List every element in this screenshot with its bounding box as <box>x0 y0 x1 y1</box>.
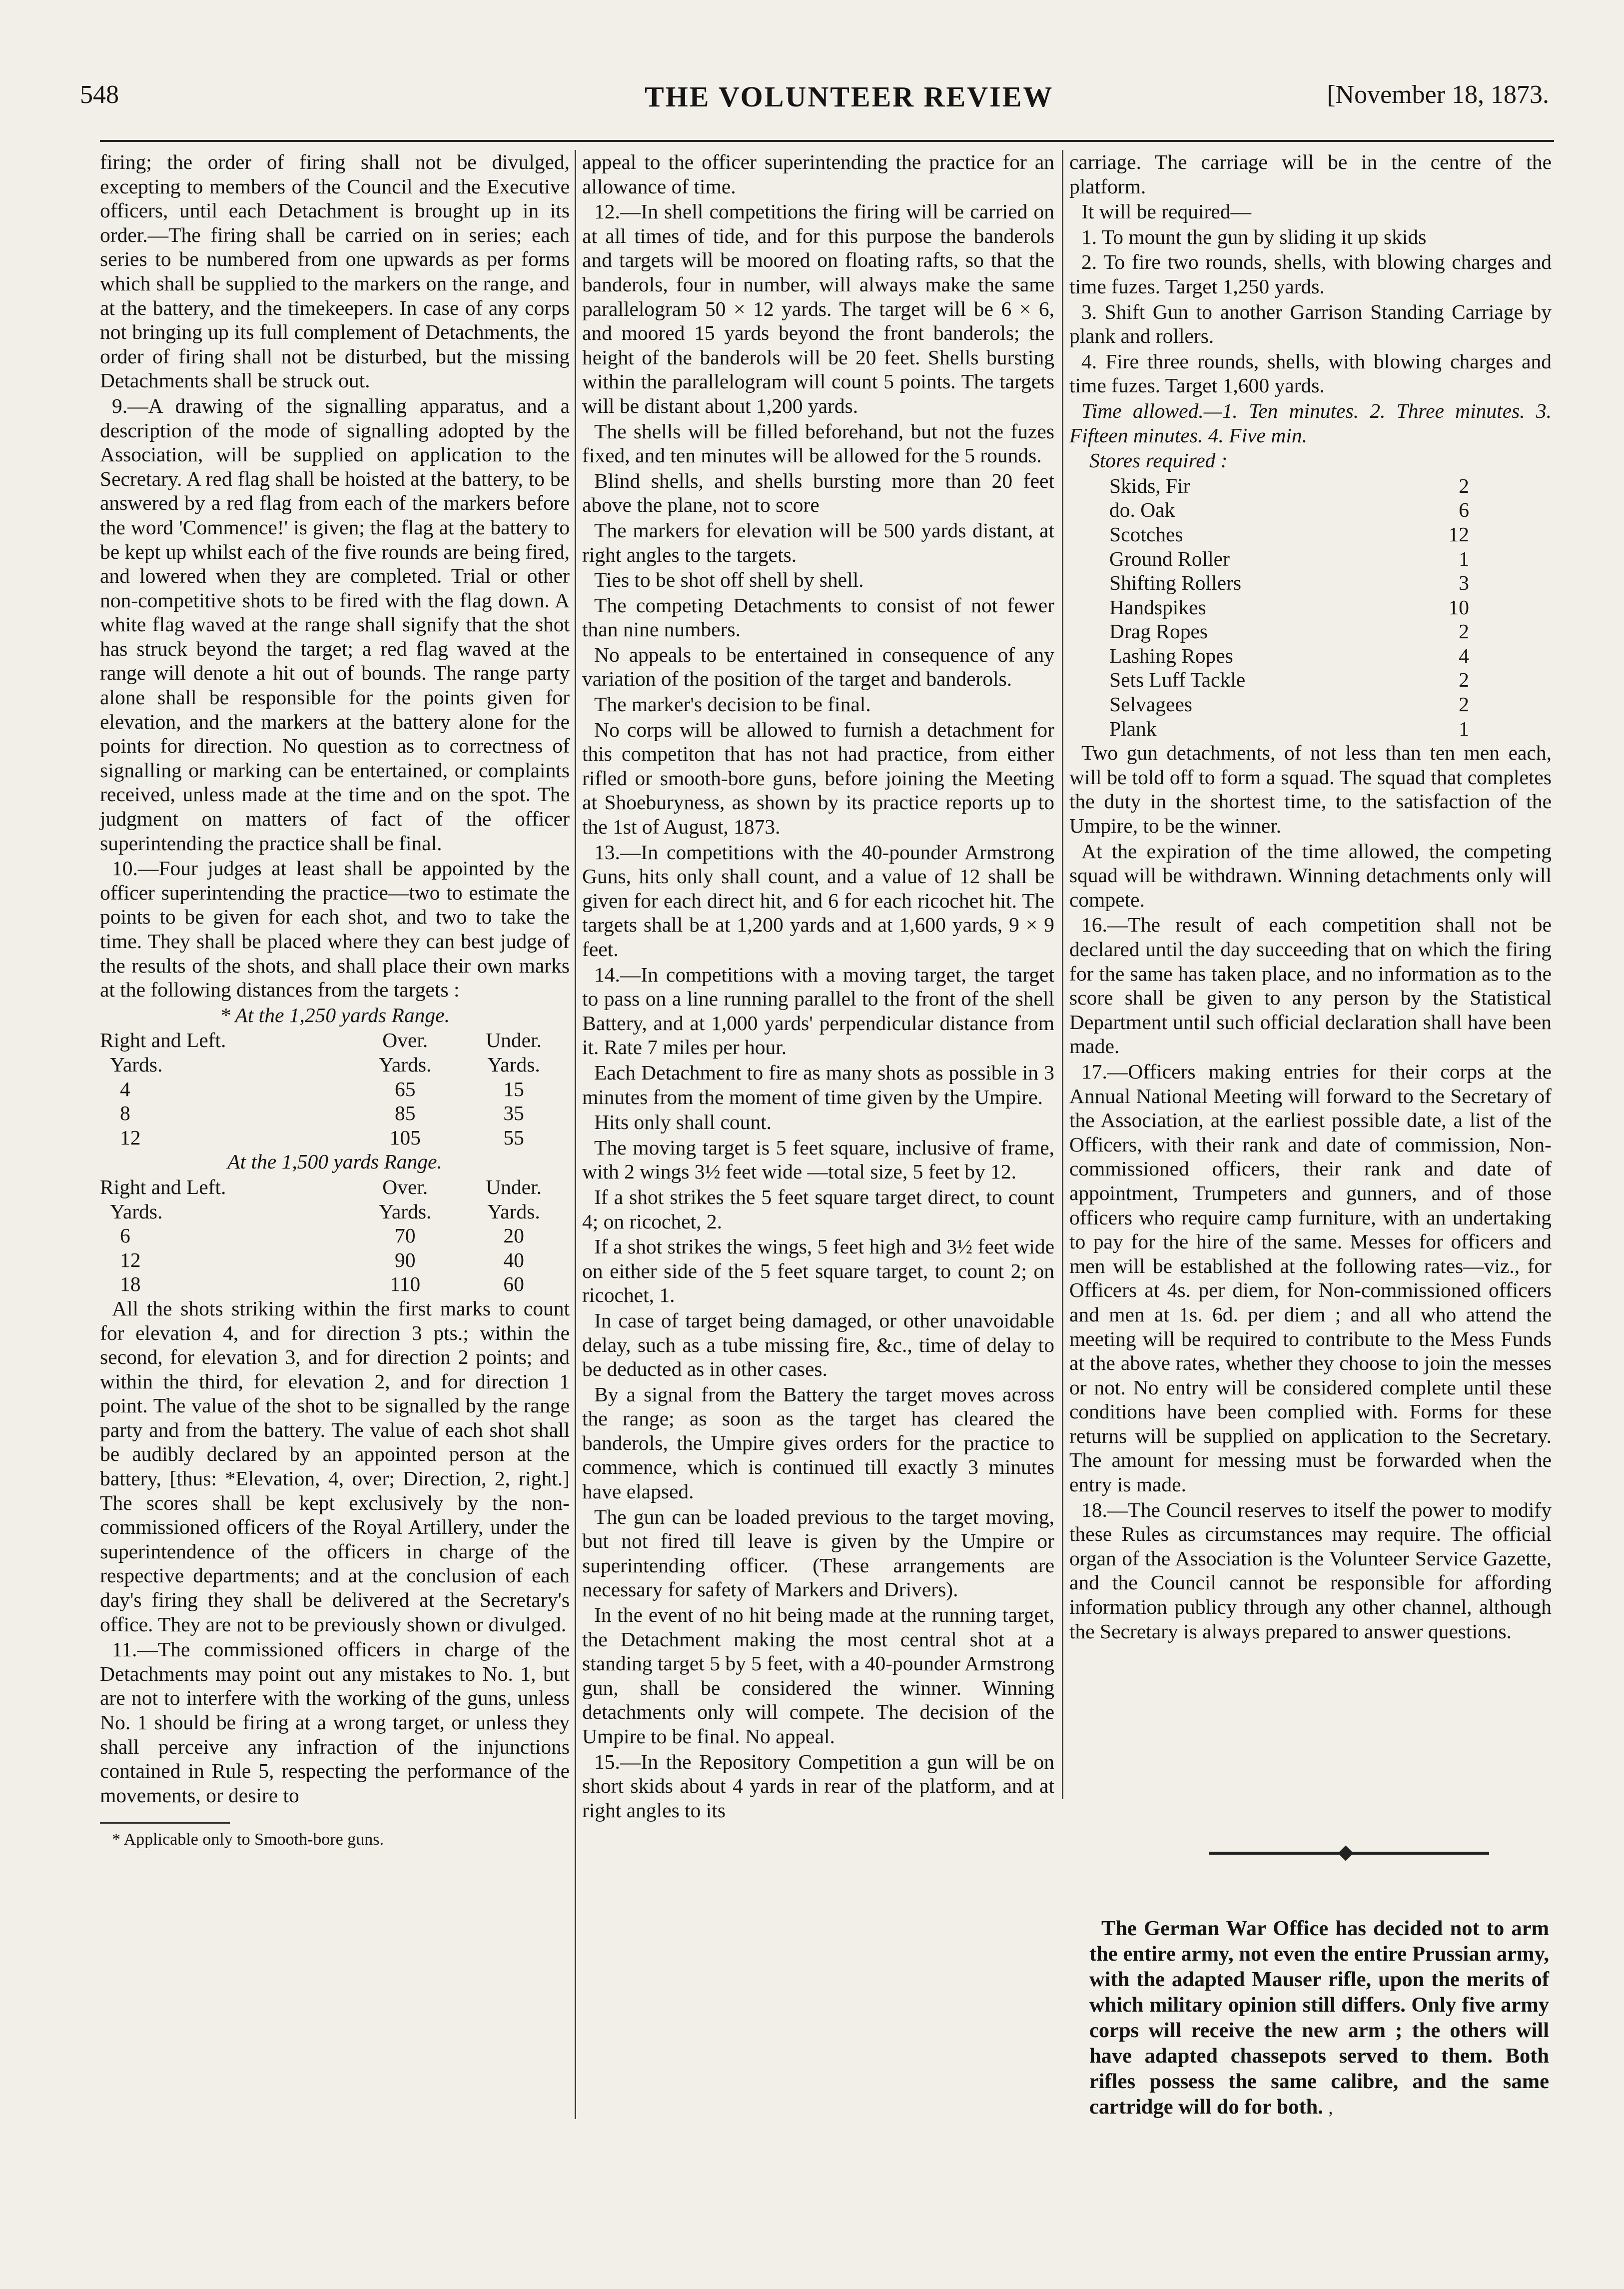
target-damaged-paragraph: In case of target being damaged, or other unavoidable delay, such as a tube missing fire, &c., time of delay to be deducted as in other cases. <box>582 1308 1054 1381</box>
rule-16: 16.—The result of each competition shall not be declared until the day succeeding that on which the firing for the same has taken place, and no information as to the score shall be given to any person by the Statistical Department until such official declaration shall have been made. <box>1069 913 1552 1058</box>
table-cell: 12 <box>120 1248 141 1271</box>
store-name: Drag Ropes <box>1109 620 1208 643</box>
table-row <box>100 1126 570 1150</box>
table-cell: 60 <box>503 1272 524 1296</box>
header-over: Over. <box>382 1175 428 1198</box>
footnote: * Applicable only to Smooth-bore guns. <box>112 1830 384 1849</box>
shots-scoring-paragraph: All the shots striking within the first marks to count for elevation 4, and for direction 3 pts.; within the second, for elevation 3, and for direction 2 points; and within the third, for elevation 2, and for direction 1 point. The value of the shot to be signalled by the range party and from the battery. The value of each shot shall be audibly declared by an appointed person at the battery, [thus: *Elevation, 4, over; Direction, 2, right.] The scores shall be kept exclusively by the non-commissioned officers of the Royal Artillery, under the superintendence of the officers in charge of the respective departments; and at the conclusion of each day's firing they shall be delivered at the Secretary's office. They are not to be previously shown or divulged. <box>100 1296 570 1636</box>
store-qty: 2 <box>1459 620 1469 643</box>
store-name: Shifting Rollers <box>1109 571 1241 595</box>
rule-12: 12.—In shell competitions the firing will be carried on at all times of tide, and for this purpose the banderols and targets will be moored on floating rafts, so that the banderols, four in number, will always make the same parallelogram 50 × 12 yards. The target will be 6 × 6, and moored 15 yards beyond the front banderols; the height of the banderols will be 20 feet. Shells bursting within the parallelogram will count 5 points. The targets will be distant about 1,200 yards. <box>582 200 1054 417</box>
table-row <box>100 1248 570 1272</box>
each-detachment-paragraph: Each Detachment to fire as many shots as possible in 3 minutes from the moment of time given by the Umpire. <box>582 1061 1054 1109</box>
table-cell: 8 <box>120 1102 130 1125</box>
wings-paragraph: If a shot strikes the wings, 5 feet high and 3½ feet wide on either side of the 5 feet square target, to count 2; on ricochet, 1. <box>582 1235 1054 1307</box>
store-row <box>1109 522 1469 547</box>
battery-signal-paragraph: By a signal from the Battery the target moves across the range; as soon as the target has cleared the banderols, the Umpire gives orders for the practice to commence, which is continued till exactly 3 minutes have elapsed. <box>582 1382 1054 1503</box>
store-row <box>1109 498 1469 522</box>
store-qty: 2 <box>1459 693 1469 716</box>
store-name: Sets Luff Tackle <box>1109 668 1246 692</box>
table-cell: 90 <box>394 1248 416 1271</box>
range-1250-table <box>100 1028 570 1149</box>
appeal-continued: appeal to the officer superintending the practice for an allowance of time. <box>582 150 1054 198</box>
unit-yards: Yards. <box>110 1053 163 1076</box>
store-name: do. Oak <box>1109 498 1175 522</box>
store-qty: 2 <box>1459 474 1469 497</box>
range-1250-title: * At the 1,250 yards Range. <box>220 1003 450 1027</box>
requirement-item: 1. To mount the gun by sliding it up skids <box>1081 225 1427 248</box>
store-row <box>1109 619 1469 644</box>
header-right-left: Right and Left. <box>100 1029 226 1052</box>
table-cell: 4 <box>120 1077 130 1101</box>
no-appeals-paragraph: No appeals to be entertained in consequence of any variation of the position of the target and banderols. <box>582 643 1054 691</box>
section-separator <box>1209 1852 1489 1855</box>
store-row <box>1109 474 1469 498</box>
rule-9: 9.—A drawing of the signalling apparatus, and a description of the mode of signalling adopted by the Association, will be supplied on application to the Secretary. A red flag shall be hoisted at the battery, to be answered by a red flag from each of the markers before the word 'Commence!' is given; the flag at the battery to be kept up whilst each of the five rounds are being fired, and lowered when they are completed. Trial or other non-competitive shots to be fired with the flag down. A white flag waved at the range shall signify that the shot has struck beyond the target; a red flag waved at the range will denote a hit out of bounds. The range party alone shall be responsible for the points given for elevation, and the markers at the battery alone for the points for direction. No question as to correctness of signalling or marking can be entertained, or complaints received, unless made at the time and on the spot. The judgment on matters of fact of the officer superintending the practice shall be final. <box>100 394 570 855</box>
column-divider-2 <box>1062 150 1063 1799</box>
table-cell: 6 <box>120 1224 130 1247</box>
no-corps-paragraph: No corps will be allowed to furnish a detachment for this competiton that has not had practice, from either rifled or smooth-bore guns, before joining the Meeting at Shoeburyness, as shown by its practice reports up to the 1st of August, 1873. <box>582 718 1054 839</box>
shells-fuzes-paragraph: The shells will be filled beforehand, but not the fuzes fixed, and ten minutes will be allowed for the 5 rounds. <box>582 419 1054 467</box>
rule-17: 17.—Officers making entries for their corps at the Annual National Meeting will forward to the Secretary of the Association, at the earliest possible date, a list of the Officers, with their rank and date of commission, Non-commissioned officers, their rank and date of appointment, Trumpeters and gunners, and of those officers who require camp furniture, with an undertaking to pay for the hire of the same. Messes for officers and men will be established at the following rates—viz., for Officers at 4s. per diem, for Non-commissioned officers and men at 1s. 6d. per diem ; and all who attend the meeting will be required to contribute to the Mess Funds at the above rates, whether they choose to join the messes or not. No entry will be considered complete until these conditions have been complied with. Forms for these returns will be supplied on application to the Secretary. The amount for messing must be forwarded when the entry is made. <box>1069 1060 1552 1496</box>
table-units-row <box>100 1053 570 1077</box>
table-cell: 70 <box>394 1224 416 1247</box>
store-qty: 4 <box>1459 644 1469 667</box>
unit-yards: Yards. <box>379 1053 432 1076</box>
table-cell: 35 <box>503 1102 524 1125</box>
header-over: Over. <box>382 1029 428 1052</box>
issue-date: [November 18, 1873. <box>1327 80 1549 109</box>
header-under: Under. <box>486 1175 542 1198</box>
page-header <box>80 60 1549 125</box>
store-qty: 10 <box>1448 595 1469 619</box>
range-1500-table <box>100 1175 570 1296</box>
store-row <box>1109 692 1469 717</box>
stores-title: Stores required : <box>1089 449 1228 472</box>
rule-14: 14.—In competitions with a moving target, the target to pass on a line running parallel to the front of the shell Battery, and at 1,000 yards' perpendicular distance from it. Rate 7 miles per hour. <box>582 963 1054 1059</box>
rule-10: 10.—Four judges at least shall be appointed by the officer superintending the practice—two to estimate the points to be given for each shot, and two to take the time. They shall be placed where they can best judge of the results of the shots, and shall place their own marks at the following distances from the targets : <box>100 857 570 1002</box>
table-cell: 85 <box>394 1102 416 1125</box>
moving-target-paragraph: The moving target is 5 feet square, inclusive of frame, with 2 wings 3½ feet wide —total size, 5 feet by 12. <box>582 1136 1054 1183</box>
no-hit-paragraph: In the event of no hit being made at the running target, the Detachment making the most central shot at a standing target 5 by 5 feet, with a 40-pounder Armstrong gun, shall be considered the winner. Winning detachments only will compete. The decision of the Umpire to be final. No appeal. <box>582 1603 1054 1748</box>
unit-yards: Yards. <box>379 1199 432 1223</box>
range-1500-title: At the 1,500 yards Range. <box>227 1150 442 1173</box>
store-row <box>1109 644 1469 668</box>
store-row <box>1109 668 1469 692</box>
ties-paragraph: Ties to be shot off shell by shell. <box>594 568 864 592</box>
table-cell: 105 <box>389 1126 421 1149</box>
news-end-mark: , <box>1328 2097 1333 2118</box>
store-name: Lashing Ropes <box>1109 644 1233 667</box>
rule-11: 11.—The commissioned officers in charge of the Detachments may point out any mistakes to No. 1, but are not to interfere with the working of the guns, unless No. 1 should be firing at a wrong target, or unless they shall perceive any infraction of the injunctions contained in Rule 5, respecting the performance of the movements, or desire to <box>100 1638 570 1807</box>
expiration-paragraph: At the expiration of the time allowed, the competing squad will be withdrawn. Winning detachments only will compete. <box>1069 839 1552 911</box>
table-cell: 18 <box>120 1272 141 1296</box>
table-units-row <box>100 1199 570 1224</box>
table-row <box>100 1077 570 1102</box>
unit-yards: Yards. <box>110 1199 163 1223</box>
gun-loaded-paragraph: The gun can be loaded previous to the target moving, but not fired till leave is given by the Umpire or superintending officer. (These arrangements are necessary for safety of Markers and Drivers). <box>582 1505 1054 1601</box>
footnote-rule <box>100 1822 230 1824</box>
store-name: Handspikes <box>1109 595 1206 619</box>
marker-decision-paragraph: The marker's decision to be final. <box>594 693 871 716</box>
markers-paragraph: The markers for elevation will be 500 yards distant, at right angles to the targets. <box>582 518 1054 566</box>
news-paragraph <box>1089 1916 1549 2121</box>
column-1 <box>100 150 570 1853</box>
store-qty: 1 <box>1459 547 1469 570</box>
column-divider-1 <box>575 150 576 2119</box>
store-name: Skids, Fir <box>1109 474 1190 497</box>
competing-detachments-paragraph: The competing Detachments to consist of not fewer than nine numbers. <box>582 593 1054 641</box>
store-qty: 1 <box>1459 717 1469 740</box>
store-row <box>1109 717 1469 741</box>
table-row <box>100 1223 570 1248</box>
required-heading: It will be required— <box>1081 200 1251 223</box>
store-name: Selvagees <box>1109 693 1192 716</box>
header-right-left: Right and Left. <box>100 1175 226 1198</box>
news-text: The German War Office has decided not to arm the entire army, not even the entire Prussian army, with the adapted Mauser rifle, upon the merits of which military opinion still differs. Only five army corps will receive the new arm ; the others will have adapted chassepots served to them. Both rifles possess the same calibre, and the same cartridge will do for both. <box>1089 1916 1549 2119</box>
carriage-continued: carriage. The carriage will be in the centre of the platform. <box>1069 150 1552 198</box>
store-row <box>1109 571 1469 595</box>
header-rule <box>100 140 1554 142</box>
rule-15: 15.—In the Repository Competition a gun will be on short skids about 4 yards in rear of the platform, and at right angles to its <box>582 1750 1054 1822</box>
store-qty: 12 <box>1448 522 1469 546</box>
publication-title: THE VOLUNTEER REVIEW <box>645 80 1054 113</box>
rule-13: 13.—In competitions with the 40-pounder Armstrong Guns, hits only shall count, and a value of 12 shall be given for each direct hit, and 6 for each ricochet hit. The targets shall be at 1,200 yards and at 1,600 yards, 9 × 9 feet. <box>582 840 1054 961</box>
requirement-item: 3. Shift Gun to another Garrison Standing Carriage by plank and rollers. <box>1069 300 1552 348</box>
column-2 <box>582 150 1054 1823</box>
rule-8-continued: firing; the order of firing shall not be divulged, excepting to members of the Council and the Executive officers, until each Detachment is brought up in its order.—The firing shall be carried on in series; each series to be numbered from one upwards as per forms which shall be supplied to the markers on the range, and at the battery, and the timekeepers. In case of any corps not bringing up its full complement of Detachments, the order of firing shall not be disturbed, but the missing Detachments shall be struck out. <box>100 150 570 392</box>
store-name: Plank <box>1109 717 1157 740</box>
store-row <box>1109 547 1469 571</box>
store-name: Scotches <box>1109 522 1183 546</box>
table-cell: 15 <box>503 1077 524 1101</box>
table-cell: 55 <box>503 1126 524 1149</box>
table-cell: 20 <box>503 1224 524 1247</box>
time-allowed: Time allowed.—1. Ten minutes. 2. Three minutes. 3. Fifteen minutes. 4. Five min. <box>1069 399 1552 447</box>
unit-yards: Yards. <box>487 1199 540 1223</box>
hits-only-paragraph: Hits only shall count. <box>594 1111 772 1134</box>
table-cell: 65 <box>394 1077 416 1101</box>
store-qty: 2 <box>1459 668 1469 692</box>
requirement-item: 2. To fire two rounds, shells, with blowing charges and time fuzes. Target 1,250 yards. <box>1069 250 1552 298</box>
shot-strikes-paragraph: If a shot strikes the 5 feet square target direct, to count 4; on ricochet, 2. <box>582 1185 1054 1233</box>
column-3 <box>1069 150 1552 1644</box>
header-under: Under. <box>486 1029 542 1052</box>
store-qty: 6 <box>1459 498 1469 522</box>
table-header-row <box>100 1028 570 1053</box>
table-cell: 12 <box>120 1126 141 1149</box>
gun-detachments-paragraph: Two gun detachments, of not less than ten men each, will be told off to form a squad. The squad that completes the duty in the shortest time, to the satisfaction of the Umpire, to be the winner. <box>1069 741 1552 838</box>
store-qty: 3 <box>1459 571 1469 595</box>
requirement-item: 4. Fire three rounds, shells, with blowing charges and time fuzes. Target 1,600 yards. <box>1069 349 1552 397</box>
table-row <box>100 1272 570 1296</box>
table-row <box>100 1101 570 1126</box>
page-number: 548 <box>80 80 119 109</box>
table-cell: 40 <box>503 1248 524 1271</box>
rule-18: 18.—The Council reserves to itself the power to modify these Rules as circumstances may require. The official organ of the Association is the Volunteer Service Gazette, and the Council cannot be responsible for affording information publicy through any other channel, although the Secretary is always prepared to answer questions. <box>1069 1498 1552 1643</box>
table-cell: 110 <box>390 1272 421 1296</box>
stores-table <box>1109 474 1469 741</box>
store-name: Ground Roller <box>1109 547 1230 570</box>
table-header-row <box>100 1175 570 1199</box>
store-row <box>1109 595 1469 620</box>
unit-yards: Yards. <box>487 1053 540 1076</box>
blind-shells-paragraph: Blind shells, and shells bursting more than 20 feet above the plane, not to score <box>582 469 1054 517</box>
